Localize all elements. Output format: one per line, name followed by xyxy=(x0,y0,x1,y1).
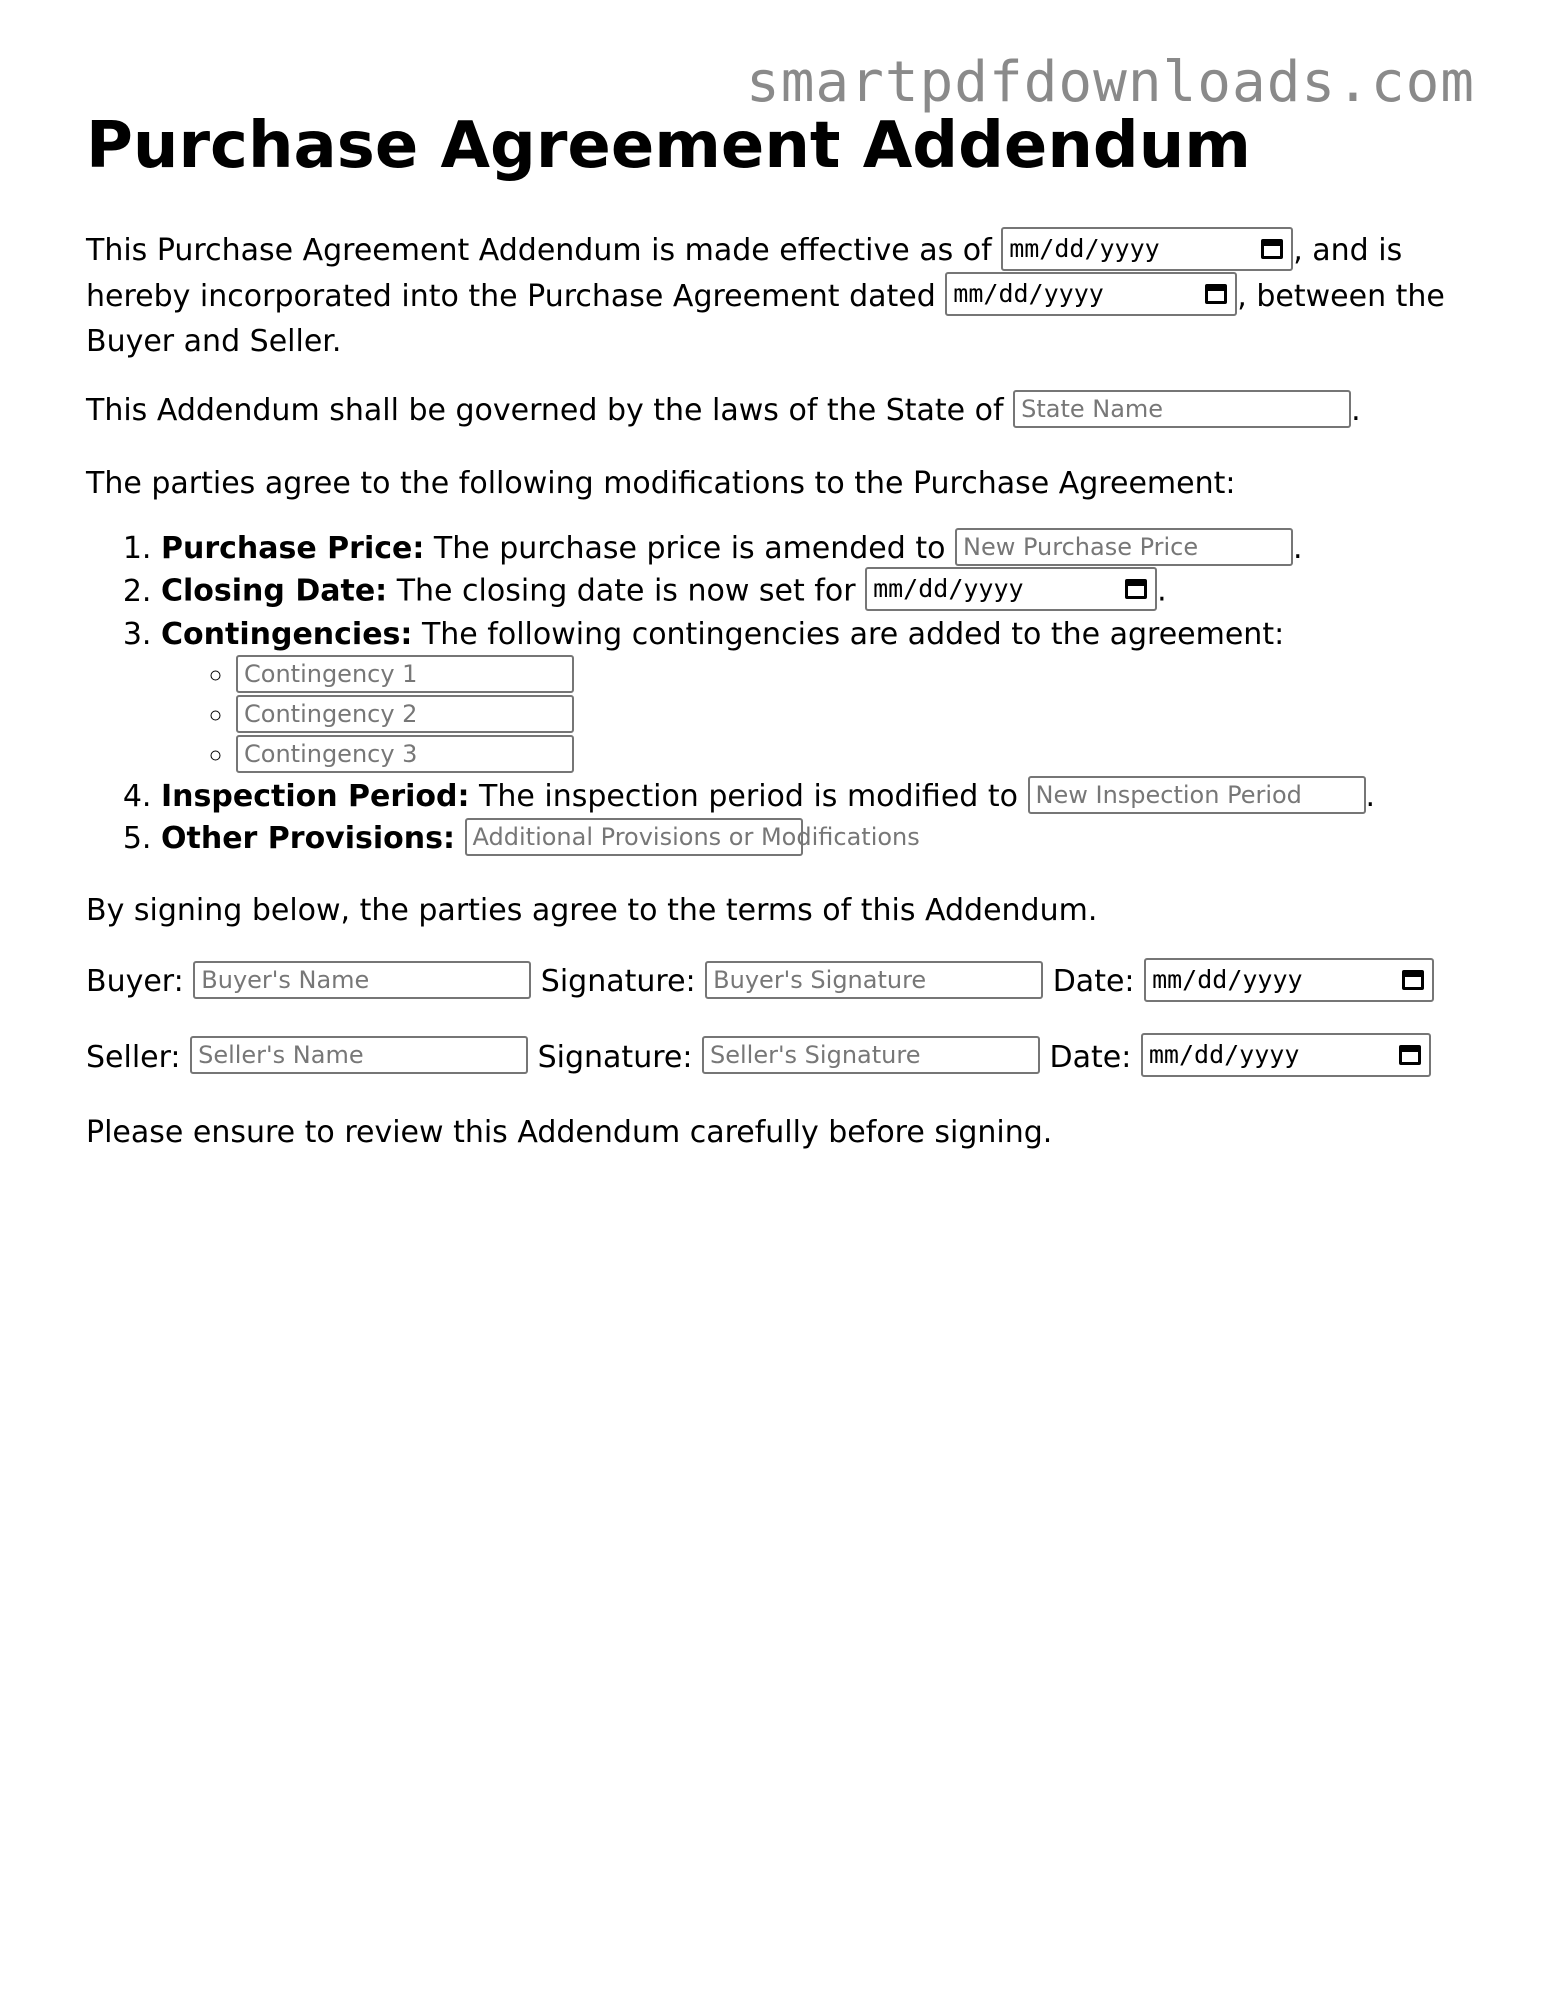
calendar-icon xyxy=(1402,970,1424,990)
inspection-period-label: Inspection Period: xyxy=(161,779,470,814)
closing-date-text: The closing date is now set for xyxy=(387,573,866,609)
buyer-signature-label: Signature: xyxy=(531,964,706,999)
purchase-price-end: . xyxy=(1293,531,1303,566)
closing-date-label: Closing Date: xyxy=(161,573,388,609)
buyer-date-value: mm/dd/yyyy xyxy=(1152,964,1303,994)
list-item-inspection-period xyxy=(161,776,1486,818)
agreement-date-input[interactable] xyxy=(945,272,1237,316)
document-page xyxy=(86,104,1486,1177)
seller-signature-label: Signature: xyxy=(528,1039,702,1075)
closing-date-value: mm/dd/yyyy xyxy=(873,574,1024,603)
intro-text-1: This Purchase Agreement Addendum is made effective as of xyxy=(86,233,1002,268)
seller-signature-row xyxy=(86,1035,1486,1081)
governing-text-1: This Addendum shall be governed by the laws of the State of xyxy=(86,393,1014,428)
contingencies-list xyxy=(161,656,1486,776)
list-item-other-provisions xyxy=(161,818,1486,860)
buyer-signature-row xyxy=(86,959,1486,1005)
new-inspection-period-input[interactable]: New Inspection Period xyxy=(1028,776,1366,814)
calendar-icon xyxy=(1399,1045,1421,1065)
purchase-price-label: Purchase Price: xyxy=(161,531,425,566)
seller-name-input[interactable]: Seller's Name xyxy=(190,1036,528,1074)
new-purchase-price-input[interactable]: New Purchase Price xyxy=(955,528,1293,566)
buyer-signature-input[interactable]: Buyer's Signature xyxy=(705,961,1043,999)
inspection-period-end: . xyxy=(1365,779,1376,814)
closing-note: Please ensure to review this Addendum carefully before signing. xyxy=(86,1115,1053,1150)
contingencies-text: The following contingencies are added to the agreement: xyxy=(412,617,1285,652)
other-provisions-input[interactable]: Additional Provisions or Modifications xyxy=(465,818,803,856)
buyer-label: Buyer: xyxy=(86,964,194,999)
governing-law-paragraph xyxy=(86,388,1486,433)
calendar-icon xyxy=(1125,579,1147,599)
effective-date-value: mm/dd/yyyy xyxy=(1009,233,1160,263)
state-name-input[interactable]: State Name xyxy=(1013,390,1351,428)
contingency-2-input[interactable]: Contingency 2 xyxy=(236,695,574,733)
contingency-1-input[interactable]: Contingency 1 xyxy=(236,655,574,693)
modifications-list xyxy=(86,528,1486,860)
seller-label: Seller: xyxy=(86,1039,191,1075)
purchase-price-text: The purchase price is amended to xyxy=(424,531,955,566)
other-provisions-label: Other Provisions: xyxy=(161,821,455,856)
watermark: smartpdfdownloads.com xyxy=(745,50,1475,115)
seller-date-input[interactable] xyxy=(1141,1033,1431,1077)
list-item-contingencies xyxy=(161,614,1486,776)
seller-date-value: mm/dd/yyyy xyxy=(1148,1040,1300,1069)
contingency-3-input[interactable]: Contingency 3 xyxy=(236,735,574,773)
calendar-icon xyxy=(1205,284,1227,304)
intro-paragraph xyxy=(86,228,1486,364)
agreement-date-value: mm/dd/yyyy xyxy=(953,279,1104,308)
effective-date-input[interactable] xyxy=(1001,227,1293,271)
contingency-item xyxy=(236,656,1486,696)
calendar-icon xyxy=(1261,239,1283,259)
closing-date-input[interactable] xyxy=(865,567,1157,611)
buyer-name-input[interactable]: Buyer's Name xyxy=(193,961,531,999)
intro-text-3: , between the Buyer and Seller. xyxy=(86,278,1445,359)
contingency-item xyxy=(236,696,1486,736)
buyer-date-label: Date: xyxy=(1043,964,1145,999)
closing-date-end: . xyxy=(1157,573,1167,609)
governing-text-2: . xyxy=(1351,393,1361,428)
modifications-intro: The parties agree to the following modifications to the Purchase Agreement: xyxy=(86,466,1236,501)
list-item-closing-date xyxy=(161,570,1486,614)
intro-text-2: , and is hereby incorporated into the Purchase Agreement dated xyxy=(86,233,1403,314)
signing-intro: By signing below, the parties agree to the terms of this Addendum. xyxy=(86,893,1098,928)
inspection-period-text: The inspection period is modified to xyxy=(469,779,1028,814)
page-title: Purchase Agreement Addendum xyxy=(86,109,1251,183)
list-item-purchase-price xyxy=(161,528,1486,570)
seller-date-label: Date: xyxy=(1039,1039,1141,1075)
buyer-date-input[interactable] xyxy=(1144,958,1434,1002)
contingencies-label: Contingencies: xyxy=(161,617,413,652)
contingency-item xyxy=(236,736,1486,776)
seller-signature-input[interactable]: Seller's Signature xyxy=(702,1036,1040,1074)
